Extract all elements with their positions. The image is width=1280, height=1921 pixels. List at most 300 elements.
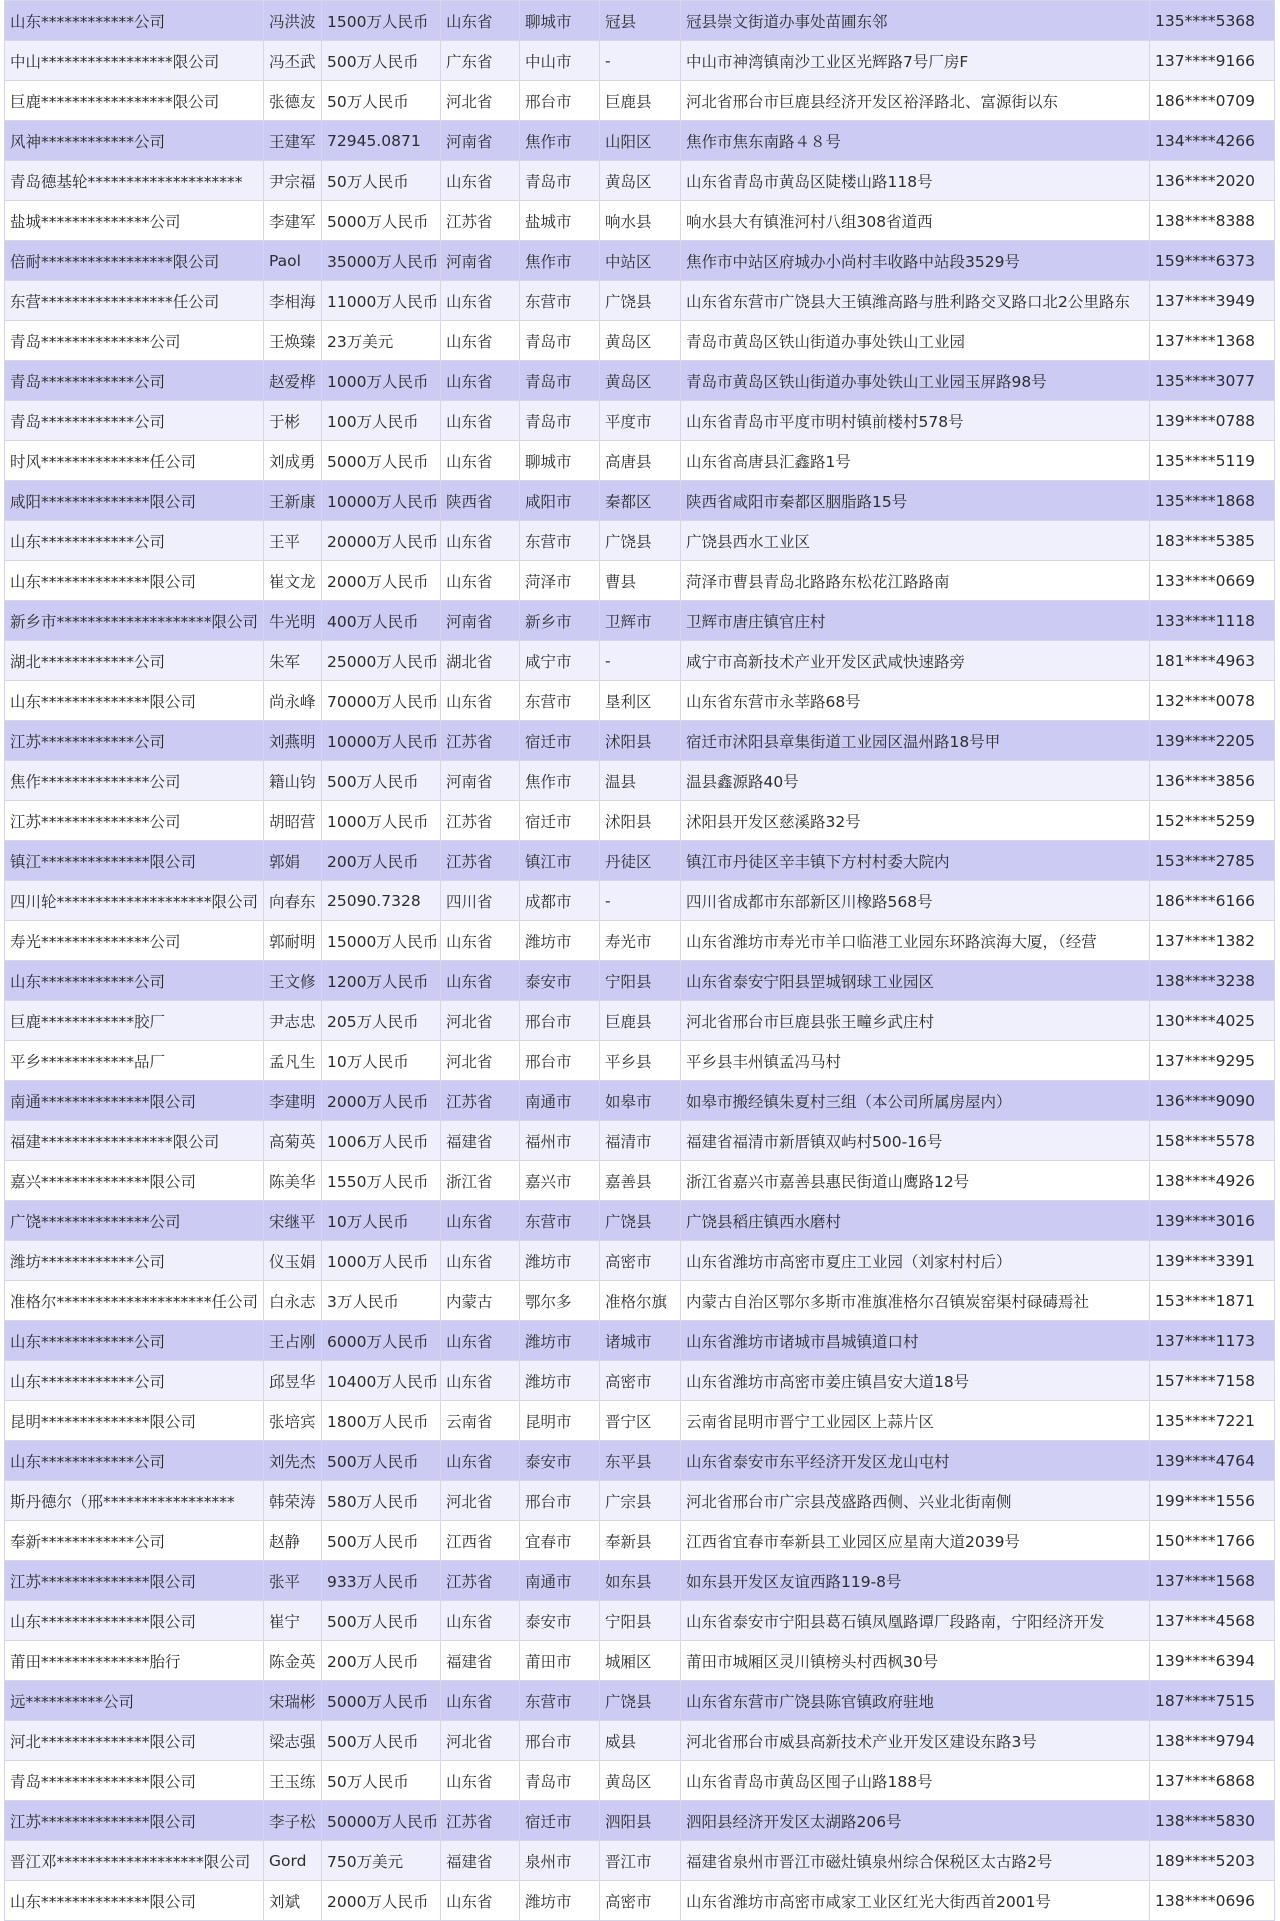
address-cell: 福建省福清市新厝镇双屿村500-16号 bbox=[681, 1121, 1150, 1161]
county-cell: 响水县 bbox=[600, 201, 681, 241]
company-name-cell: 东营*****************任公司 bbox=[5, 281, 264, 321]
registered-capital-cell: 10000万人民币 bbox=[322, 481, 441, 521]
phone-cell: 139****3391 bbox=[1150, 1241, 1275, 1281]
legal-person-cell: 刘先杰 bbox=[264, 1441, 322, 1481]
province-cell: 山东省 bbox=[441, 561, 520, 601]
address-cell: 如皋市搬经镇朱夏村三组（本公司所属房屋内） bbox=[681, 1081, 1150, 1121]
company-name-cell: 倍耐*****************限公司 bbox=[5, 241, 264, 281]
city-cell: 泰安市 bbox=[520, 1441, 600, 1481]
legal-person-cell: 张平 bbox=[264, 1561, 322, 1601]
county-cell: - bbox=[600, 41, 681, 81]
county-cell: 宁阳县 bbox=[600, 1601, 681, 1641]
table-row bbox=[5, 921, 1275, 961]
province-cell: 山东省 bbox=[441, 441, 520, 481]
phone-cell: 136****9090 bbox=[1150, 1081, 1275, 1121]
table-row bbox=[5, 1241, 1275, 1281]
province-cell: 山东省 bbox=[441, 161, 520, 201]
registered-capital-cell: 15000万人民币 bbox=[322, 921, 441, 961]
city-cell: 邢台市 bbox=[520, 1001, 600, 1041]
legal-person-cell: 向春东 bbox=[264, 881, 322, 921]
registered-capital-cell: 500万人民币 bbox=[322, 1721, 441, 1761]
phone-cell: 135****5119 bbox=[1150, 441, 1275, 481]
address-cell: 河北省邢台市巨鹿县张王疃乡武庄村 bbox=[681, 1001, 1150, 1041]
address-cell: 宿迁市沭阳县章集街道工业园区温州路18号甲 bbox=[681, 721, 1150, 761]
city-cell: 潍坊市 bbox=[520, 1881, 600, 1921]
address-cell: 山东省东营市广饶县陈官镇政府驻地 bbox=[681, 1681, 1150, 1721]
table-row bbox=[5, 1081, 1275, 1121]
table-row bbox=[5, 81, 1275, 121]
company-name-cell: 远**********公司 bbox=[5, 1681, 264, 1721]
address-cell: 福建省泉州市晋江市磁灶镇泉州综合保税区太古路2号 bbox=[681, 1841, 1150, 1881]
phone-cell: 136****3856 bbox=[1150, 761, 1275, 801]
address-cell: 广饶县稻庄镇西水磨村 bbox=[681, 1201, 1150, 1241]
county-cell: 东平县 bbox=[600, 1441, 681, 1481]
company-name-cell: 巨鹿*****************限公司 bbox=[5, 81, 264, 121]
phone-cell: 138****4926 bbox=[1150, 1161, 1275, 1201]
address-cell: 江西省宜春市奉新县工业园区应星南大道2039号 bbox=[681, 1521, 1150, 1561]
city-cell: 东营市 bbox=[520, 281, 600, 321]
phone-cell: 137****3949 bbox=[1150, 281, 1275, 321]
province-cell: 山东省 bbox=[441, 681, 520, 721]
registered-capital-cell: 50万人民币 bbox=[322, 81, 441, 121]
province-cell: 山东省 bbox=[441, 1441, 520, 1481]
legal-person-cell: 崔文龙 bbox=[264, 561, 322, 601]
county-cell: 威县 bbox=[600, 1721, 681, 1761]
county-cell: 广饶县 bbox=[600, 1201, 681, 1241]
county-cell: 垦利区 bbox=[600, 681, 681, 721]
address-cell: 山东省泰安市东平经济开发区龙山屯村 bbox=[681, 1441, 1150, 1481]
table-row bbox=[5, 1, 1275, 41]
legal-person-cell: 朱军 bbox=[264, 641, 322, 681]
phone-cell: 138****9794 bbox=[1150, 1721, 1275, 1761]
table-row bbox=[5, 161, 1275, 201]
phone-cell: 158****5578 bbox=[1150, 1121, 1275, 1161]
phone-cell: 199****1556 bbox=[1150, 1481, 1275, 1521]
company-name-cell: 山东************公司 bbox=[5, 1441, 264, 1481]
city-cell: 东营市 bbox=[520, 681, 600, 721]
province-cell: 河北省 bbox=[441, 81, 520, 121]
city-cell: 潍坊市 bbox=[520, 1321, 600, 1361]
province-cell: 福建省 bbox=[441, 1121, 520, 1161]
phone-cell: 187****7515 bbox=[1150, 1681, 1275, 1721]
legal-person-cell: 仪玉娟 bbox=[264, 1241, 322, 1281]
province-cell: 山东省 bbox=[441, 1881, 520, 1921]
county-cell: 巨鹿县 bbox=[600, 81, 681, 121]
company-name-cell: 青岛德基轮******************** bbox=[5, 161, 264, 201]
company-name-cell: 斯丹德尔（邢***************** bbox=[5, 1481, 264, 1521]
company-table bbox=[4, 0, 1275, 1921]
province-cell: 江苏省 bbox=[441, 841, 520, 881]
city-cell: 嘉兴市 bbox=[520, 1161, 600, 1201]
registered-capital-cell: 2000万人民币 bbox=[322, 1081, 441, 1121]
phone-cell: 137****1368 bbox=[1150, 321, 1275, 361]
phone-cell: 135****1868 bbox=[1150, 481, 1275, 521]
company-name-cell: 青岛**************限公司 bbox=[5, 1761, 264, 1801]
phone-cell: 137****6868 bbox=[1150, 1761, 1275, 1801]
county-cell: 山阳区 bbox=[600, 121, 681, 161]
province-cell: 河南省 bbox=[441, 241, 520, 281]
county-cell: 冠县 bbox=[600, 1, 681, 41]
legal-person-cell: 赵静 bbox=[264, 1521, 322, 1561]
registered-capital-cell: 10万人民币 bbox=[322, 1041, 441, 1081]
county-cell: 嘉善县 bbox=[600, 1161, 681, 1201]
legal-person-cell: 李相海 bbox=[264, 281, 322, 321]
city-cell: 昆明市 bbox=[520, 1401, 600, 1441]
city-cell: 鄂尔多 bbox=[520, 1281, 600, 1321]
province-cell: 福建省 bbox=[441, 1841, 520, 1881]
phone-cell: 157****7158 bbox=[1150, 1361, 1275, 1401]
registered-capital-cell: 1000万人民币 bbox=[322, 1241, 441, 1281]
company-name-cell: 嘉兴**************限公司 bbox=[5, 1161, 264, 1201]
registered-capital-cell: 933万人民币 bbox=[322, 1561, 441, 1601]
registered-capital-cell: 500万人民币 bbox=[322, 1441, 441, 1481]
legal-person-cell: 冯洪波 bbox=[264, 1, 322, 41]
legal-person-cell: Paol bbox=[264, 241, 322, 281]
company-name-cell: 平乡************品厂 bbox=[5, 1041, 264, 1081]
county-cell: 高密市 bbox=[600, 1881, 681, 1921]
company-name-cell: 山东**************限公司 bbox=[5, 681, 264, 721]
legal-person-cell: 郭娟 bbox=[264, 841, 322, 881]
company-name-cell: 风神************公司 bbox=[5, 121, 264, 161]
company-name-cell: 山东**************限公司 bbox=[5, 561, 264, 601]
registered-capital-cell: 500万人民币 bbox=[322, 41, 441, 81]
phone-cell: 130****4025 bbox=[1150, 1001, 1275, 1041]
table-row bbox=[5, 1161, 1275, 1201]
city-cell: 焦作市 bbox=[520, 241, 600, 281]
phone-cell: 159****6373 bbox=[1150, 241, 1275, 281]
table-row bbox=[5, 841, 1275, 881]
city-cell: 宜春市 bbox=[520, 1521, 600, 1561]
city-cell: 东营市 bbox=[520, 1681, 600, 1721]
phone-cell: 153****1871 bbox=[1150, 1281, 1275, 1321]
county-cell: 城厢区 bbox=[600, 1641, 681, 1681]
table-row bbox=[5, 1321, 1275, 1361]
province-cell: 山东省 bbox=[441, 961, 520, 1001]
company-name-cell: 山东************公司 bbox=[5, 1321, 264, 1361]
phone-cell: 139****0788 bbox=[1150, 401, 1275, 441]
legal-person-cell: 尹志忠 bbox=[264, 1001, 322, 1041]
legal-person-cell: 冯丕武 bbox=[264, 41, 322, 81]
province-cell: 广东省 bbox=[441, 41, 520, 81]
legal-person-cell: 王占刚 bbox=[264, 1321, 322, 1361]
table-row bbox=[5, 1041, 1275, 1081]
county-cell: 广宗县 bbox=[600, 1481, 681, 1521]
registered-capital-cell: 200万人民币 bbox=[322, 841, 441, 881]
address-cell: 内蒙古自治区鄂尔多斯市准旗准格尔召镇炭窑渠村碌碡焉社 bbox=[681, 1281, 1150, 1321]
table-row bbox=[5, 1801, 1275, 1841]
company-name-cell: 山东************公司 bbox=[5, 1361, 264, 1401]
company-name-cell: 四川轮********************限公司 bbox=[5, 881, 264, 921]
table-row bbox=[5, 361, 1275, 401]
phone-cell: 137****9295 bbox=[1150, 1041, 1275, 1081]
table-row bbox=[5, 601, 1275, 641]
registered-capital-cell: 2000万人民币 bbox=[322, 1881, 441, 1921]
legal-person-cell: 韩荣涛 bbox=[264, 1481, 322, 1521]
county-cell: 晋江市 bbox=[600, 1841, 681, 1881]
company-name-cell: 青岛************公司 bbox=[5, 401, 264, 441]
phone-cell: 137****1568 bbox=[1150, 1561, 1275, 1601]
legal-person-cell: 梁志强 bbox=[264, 1721, 322, 1761]
city-cell: 潍坊市 bbox=[520, 1241, 600, 1281]
company-name-cell: 青岛************公司 bbox=[5, 361, 264, 401]
table-row bbox=[5, 1721, 1275, 1761]
address-cell: 山东省高唐县汇鑫路1号 bbox=[681, 441, 1150, 481]
county-cell: 福清市 bbox=[600, 1121, 681, 1161]
city-cell: 青岛市 bbox=[520, 161, 600, 201]
city-cell: 聊城市 bbox=[520, 441, 600, 481]
city-cell: 泰安市 bbox=[520, 1601, 600, 1641]
table-row bbox=[5, 1481, 1275, 1521]
table-row bbox=[5, 1001, 1275, 1041]
phone-cell: 183****5385 bbox=[1150, 521, 1275, 561]
company-name-cell: 湖北************公司 bbox=[5, 641, 264, 681]
table-row bbox=[5, 1401, 1275, 1441]
county-cell: 寿光市 bbox=[600, 921, 681, 961]
county-cell: - bbox=[600, 881, 681, 921]
phone-cell: 150****1766 bbox=[1150, 1521, 1275, 1561]
registered-capital-cell: 72945.0871 bbox=[322, 121, 441, 161]
table-row bbox=[5, 1841, 1275, 1881]
table-row bbox=[5, 1121, 1275, 1161]
company-name-cell: 山东**************限公司 bbox=[5, 1881, 264, 1921]
registered-capital-cell: 1500万人民币 bbox=[322, 1, 441, 41]
legal-person-cell: 王焕臻 bbox=[264, 321, 322, 361]
city-cell: 中山市 bbox=[520, 41, 600, 81]
registered-capital-cell: 25000万人民币 bbox=[322, 641, 441, 681]
legal-person-cell: 王平 bbox=[264, 521, 322, 561]
phone-cell: 135****7221 bbox=[1150, 1401, 1275, 1441]
county-cell: 奉新县 bbox=[600, 1521, 681, 1561]
company-table-page bbox=[4, 0, 1274, 1921]
county-cell: 丹徒区 bbox=[600, 841, 681, 881]
legal-person-cell: 牛光明 bbox=[264, 601, 322, 641]
registered-capital-cell: 10万人民币 bbox=[322, 1201, 441, 1241]
address-cell: 如东县开发区友谊西路119-8号 bbox=[681, 1561, 1150, 1601]
legal-person-cell: 籍山钧 bbox=[264, 761, 322, 801]
province-cell: 江苏省 bbox=[441, 1081, 520, 1121]
phone-cell: 152****5259 bbox=[1150, 801, 1275, 841]
phone-cell: 138****0696 bbox=[1150, 1881, 1275, 1921]
company-name-cell: 新乡市********************限公司 bbox=[5, 601, 264, 641]
county-cell: 温县 bbox=[600, 761, 681, 801]
registered-capital-cell: 25090.7328 bbox=[322, 881, 441, 921]
city-cell: 南通市 bbox=[520, 1081, 600, 1121]
county-cell: 黄岛区 bbox=[600, 1761, 681, 1801]
address-cell: 河北省邢台市威县高新技术产业开发区建设东路3号 bbox=[681, 1721, 1150, 1761]
company-name-cell: 山东************公司 bbox=[5, 1, 264, 41]
table-row bbox=[5, 1201, 1275, 1241]
phone-cell: 189****5203 bbox=[1150, 1841, 1275, 1881]
address-cell: 山东省青岛市黄岛区囤子山路188号 bbox=[681, 1761, 1150, 1801]
table-row bbox=[5, 1281, 1275, 1321]
city-cell: 宿迁市 bbox=[520, 1801, 600, 1841]
province-cell: 河北省 bbox=[441, 1721, 520, 1761]
city-cell: 焦作市 bbox=[520, 121, 600, 161]
address-cell: 山东省青岛市平度市明村镇前楼村578号 bbox=[681, 401, 1150, 441]
registered-capital-cell: 10000万人民币 bbox=[322, 721, 441, 761]
company-name-cell: 江苏**************限公司 bbox=[5, 1561, 264, 1601]
county-cell: 秦都区 bbox=[600, 481, 681, 521]
registered-capital-cell: 70000万人民币 bbox=[322, 681, 441, 721]
registered-capital-cell: 500万人民币 bbox=[322, 1521, 441, 1561]
legal-person-cell: 张德友 bbox=[264, 81, 322, 121]
registered-capital-cell: 2000万人民币 bbox=[322, 561, 441, 601]
company-name-cell: 盐城**************公司 bbox=[5, 201, 264, 241]
province-cell: 河南省 bbox=[441, 761, 520, 801]
phone-cell: 186****6166 bbox=[1150, 881, 1275, 921]
legal-person-cell: 赵爱桦 bbox=[264, 361, 322, 401]
city-cell: 宿迁市 bbox=[520, 721, 600, 761]
county-cell: 黄岛区 bbox=[600, 361, 681, 401]
address-cell: 广饶县西水工业区 bbox=[681, 521, 1150, 561]
company-name-cell: 焦作**************公司 bbox=[5, 761, 264, 801]
table-row bbox=[5, 721, 1275, 761]
legal-person-cell: Gord bbox=[264, 1841, 322, 1881]
legal-person-cell: 陈金英 bbox=[264, 1641, 322, 1681]
county-cell: 曹县 bbox=[600, 561, 681, 601]
city-cell: 新乡市 bbox=[520, 601, 600, 641]
province-cell: 云南省 bbox=[441, 1401, 520, 1441]
address-cell: 云南省昆明市晋宁工业园区上蒜片区 bbox=[681, 1401, 1150, 1441]
registered-capital-cell: 200万人民币 bbox=[322, 1641, 441, 1681]
table-row bbox=[5, 1601, 1275, 1641]
company-name-cell: 巨鹿************胶厂 bbox=[5, 1001, 264, 1041]
phone-cell: 138****3238 bbox=[1150, 961, 1275, 1001]
province-cell: 四川省 bbox=[441, 881, 520, 921]
company-name-cell: 时风**************任公司 bbox=[5, 441, 264, 481]
legal-person-cell: 刘斌 bbox=[264, 1881, 322, 1921]
address-cell: 山东省东营市永莘路68号 bbox=[681, 681, 1150, 721]
address-cell: 河北省邢台市广宗县茂盛路西侧、兴业北街南侧 bbox=[681, 1481, 1150, 1521]
province-cell: 江苏省 bbox=[441, 1561, 520, 1601]
address-cell: 青岛市黄岛区铁山街道办事处铁山工业园玉屏路98号 bbox=[681, 361, 1150, 401]
phone-cell: 186****0709 bbox=[1150, 81, 1275, 121]
address-cell: 山东省东营市广饶县大王镇潍高路与胜利路交叉路口北2公里路东 bbox=[681, 281, 1150, 321]
table-row bbox=[5, 41, 1275, 81]
table-row bbox=[5, 121, 1275, 161]
province-cell: 江苏省 bbox=[441, 801, 520, 841]
county-cell: 晋宁区 bbox=[600, 1401, 681, 1441]
county-cell: 中站区 bbox=[600, 241, 681, 281]
table-row bbox=[5, 1641, 1275, 1681]
county-cell: 高密市 bbox=[600, 1361, 681, 1401]
company-name-cell: 山东************公司 bbox=[5, 961, 264, 1001]
province-cell: 山东省 bbox=[441, 521, 520, 561]
province-cell: 山东省 bbox=[441, 921, 520, 961]
province-cell: 山东省 bbox=[441, 321, 520, 361]
legal-person-cell: 李子松 bbox=[264, 1801, 322, 1841]
province-cell: 山东省 bbox=[441, 1761, 520, 1801]
company-name-cell: 江苏**************限公司 bbox=[5, 1801, 264, 1841]
province-cell: 江苏省 bbox=[441, 201, 520, 241]
city-cell: 潍坊市 bbox=[520, 1361, 600, 1401]
address-cell: 浙江省嘉兴市嘉善县惠民街道山鹰路12号 bbox=[681, 1161, 1150, 1201]
address-cell: 山东省潍坊市寿光市羊口临港工业园东环路滨海大厦，（经营 bbox=[681, 921, 1150, 961]
county-cell: 准格尔旗 bbox=[600, 1281, 681, 1321]
registered-capital-cell: 1550万人民币 bbox=[322, 1161, 441, 1201]
province-cell: 福建省 bbox=[441, 1641, 520, 1681]
legal-person-cell: 王文修 bbox=[264, 961, 322, 1001]
province-cell: 山东省 bbox=[441, 1241, 520, 1281]
legal-person-cell: 张培宾 bbox=[264, 1401, 322, 1441]
table-row bbox=[5, 481, 1275, 521]
legal-person-cell: 王新康 bbox=[264, 481, 322, 521]
address-cell: 焦作市焦东南路４８号 bbox=[681, 121, 1150, 161]
legal-person-cell: 于彬 bbox=[264, 401, 322, 441]
phone-cell: 135****3077 bbox=[1150, 361, 1275, 401]
city-cell: 菏泽市 bbox=[520, 561, 600, 601]
phone-cell: 133****0669 bbox=[1150, 561, 1275, 601]
legal-person-cell: 白永志 bbox=[264, 1281, 322, 1321]
legal-person-cell: 高菊英 bbox=[264, 1121, 322, 1161]
phone-cell: 137****4568 bbox=[1150, 1601, 1275, 1641]
company-name-cell: 晋江邓*******************限公司 bbox=[5, 1841, 264, 1881]
province-cell: 山东省 bbox=[441, 1681, 520, 1721]
phone-cell: 139****2205 bbox=[1150, 721, 1275, 761]
table-row bbox=[5, 961, 1275, 1001]
province-cell: 山东省 bbox=[441, 281, 520, 321]
company-name-cell: 准格尔********************任公司 bbox=[5, 1281, 264, 1321]
table-row bbox=[5, 641, 1275, 681]
table-row bbox=[5, 561, 1275, 601]
address-cell: 山东省潍坊市诸城市昌城镇道口村 bbox=[681, 1321, 1150, 1361]
province-cell: 河南省 bbox=[441, 121, 520, 161]
address-cell: 焦作市中站区府城办小尚村丰收路中站段3529号 bbox=[681, 241, 1150, 281]
table-row bbox=[5, 1441, 1275, 1481]
province-cell: 山东省 bbox=[441, 1361, 520, 1401]
address-cell: 冠县崇文街道办事处苗圃东邻 bbox=[681, 1, 1150, 41]
registered-capital-cell: 750万美元 bbox=[322, 1841, 441, 1881]
address-cell: 山东省青岛市黄岛区陡楼山路118号 bbox=[681, 161, 1150, 201]
address-cell: 中山市神湾镇南沙工业区光辉路7号厂房F bbox=[681, 41, 1150, 81]
registered-capital-cell: 23万美元 bbox=[322, 321, 441, 361]
table-row bbox=[5, 1761, 1275, 1801]
registered-capital-cell: 1200万人民币 bbox=[322, 961, 441, 1001]
city-cell: 东营市 bbox=[520, 521, 600, 561]
company-name-cell: 山东**************限公司 bbox=[5, 1601, 264, 1641]
phone-cell: 137****9166 bbox=[1150, 41, 1275, 81]
county-cell: 巨鹿县 bbox=[600, 1001, 681, 1041]
table-row bbox=[5, 1561, 1275, 1601]
address-cell: 沭阳县开发区慈溪路32号 bbox=[681, 801, 1150, 841]
registered-capital-cell: 500万人民币 bbox=[322, 761, 441, 801]
address-cell: 四川省成都市东部新区川橡路568号 bbox=[681, 881, 1150, 921]
province-cell: 江苏省 bbox=[441, 721, 520, 761]
city-cell: 青岛市 bbox=[520, 1761, 600, 1801]
county-cell: 卫辉市 bbox=[600, 601, 681, 641]
company-name-cell: 广饶**************公司 bbox=[5, 1201, 264, 1241]
legal-person-cell: 孟凡生 bbox=[264, 1041, 322, 1081]
legal-person-cell: 宋瑞彬 bbox=[264, 1681, 322, 1721]
address-cell: 山东省潍坊市高密市姜庄镇昌安大道18号 bbox=[681, 1361, 1150, 1401]
address-cell: 泗阳县经济开发区太湖路206号 bbox=[681, 1801, 1150, 1841]
legal-person-cell: 邱昱华 bbox=[264, 1361, 322, 1401]
county-cell: 沭阳县 bbox=[600, 721, 681, 761]
province-cell: 江苏省 bbox=[441, 1801, 520, 1841]
registered-capital-cell: 100万人民币 bbox=[322, 401, 441, 441]
county-cell: 宁阳县 bbox=[600, 961, 681, 1001]
address-cell: 菏泽市曹县青岛北路路东松花江路路南 bbox=[681, 561, 1150, 601]
legal-person-cell: 崔宁 bbox=[264, 1601, 322, 1641]
company-table-body bbox=[5, 1, 1275, 1921]
phone-cell: 139****6394 bbox=[1150, 1641, 1275, 1681]
address-cell: 青岛市黄岛区铁山街道办事处铁山工业园 bbox=[681, 321, 1150, 361]
legal-person-cell: 陈美华 bbox=[264, 1161, 322, 1201]
registered-capital-cell: 1000万人民币 bbox=[322, 801, 441, 841]
registered-capital-cell: 35000万人民币 bbox=[322, 241, 441, 281]
legal-person-cell: 李建明 bbox=[264, 1081, 322, 1121]
county-cell: 诸城市 bbox=[600, 1321, 681, 1361]
